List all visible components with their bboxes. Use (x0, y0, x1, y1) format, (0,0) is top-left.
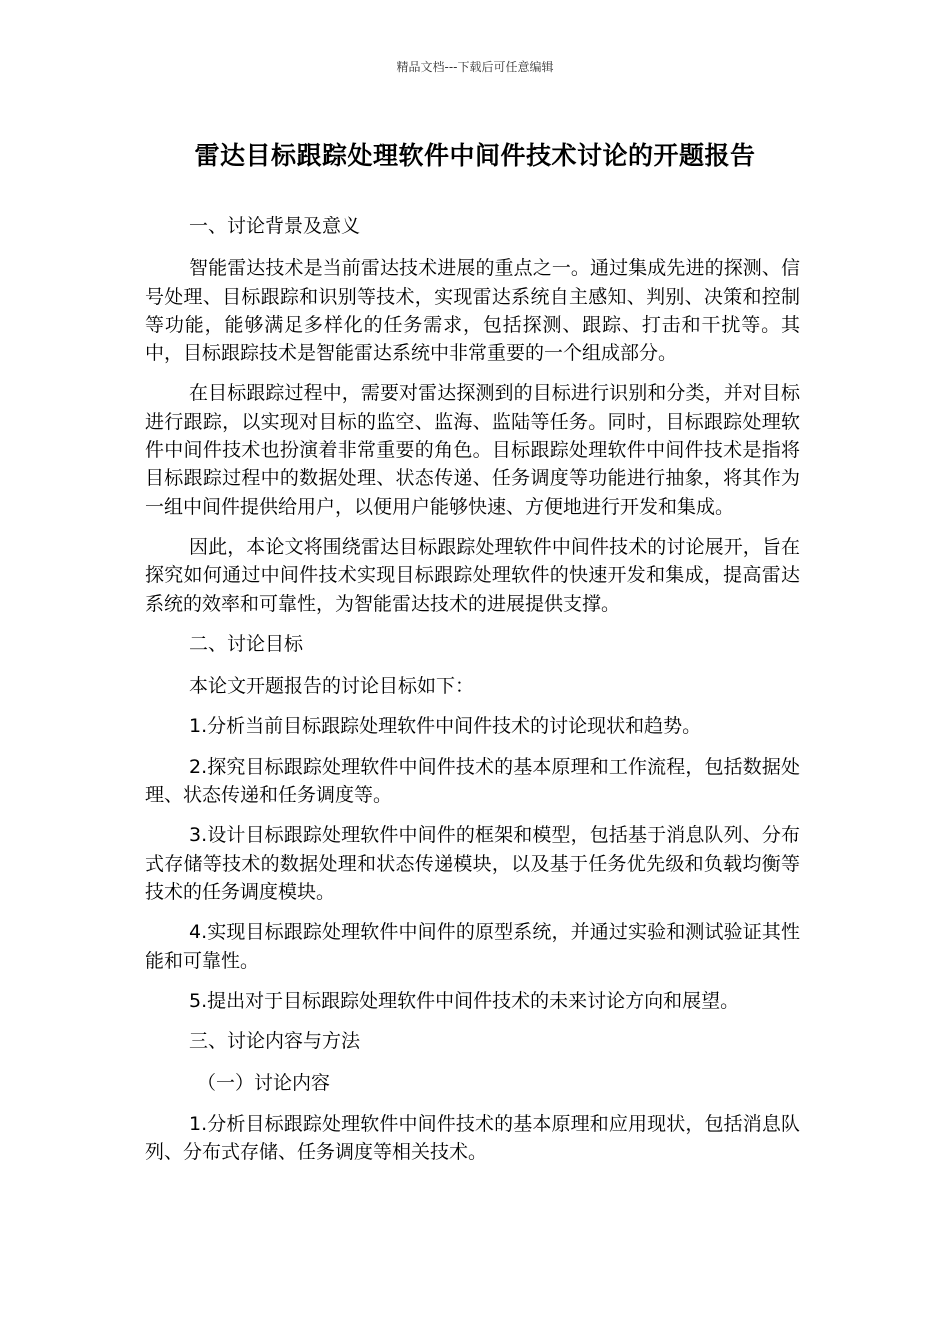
content-item-1: 1.分析目标跟踪处理软件中间件技术的基本原理和应用现状，包括消息队列、分布式存储、任务调度等相关技术。 (145, 1112, 800, 1164)
section2-intro: 本论文开题报告的讨论目标如下： (189, 675, 475, 698)
goal-item-2: 2.探究目标跟踪处理软件中间件技术的基本原理和工作流程，包括数据处理、状态传递和任务调度等。 (145, 755, 800, 807)
section3-subheading: （一）讨论内容 (197, 1072, 331, 1095)
section2-heading: 二、讨论目标 (189, 632, 304, 655)
document-title: 雷达目标跟踪处理软件中间件技术讨论的开题报告 (194, 141, 756, 170)
document-body (145, 212, 800, 1178)
goal-item-4: 4.实现目标跟踪处理软件中间件的原型系统，并通过实验和测试验证其性能和可靠性。 (145, 921, 800, 972)
section1-paragraph-3: 因此，本论文将围绕雷达目标跟踪处理软件中间件技术的讨论展开，旨在探究如何通过中间件技术实现目标跟踪处理软件的快速开发和集成，提高雷达系统的效率和可靠性，为智能雷达技术的进展提供支撑。 (145, 535, 800, 615)
section1-paragraph-2: 在目标跟踪过程中，需要对雷达探测到的目标进行识别和分类，并对目标进行跟踪，以实现对目标的监空、监海、监陆等任务。同时，目标跟踪处理软件中间件技术也扮演着非常重要的角色。目标跟踪处理软件中间件技术是指将目标跟踪过程中的数据处理、状态传递、任务调度等功能进行抽象，将其作为一组中间件提供给用户，以便用户能够快速、方便地进行开发和集成。 (145, 382, 800, 518)
goal-item-3: 3.设计目标跟踪处理软件中间件的框架和模型，包括基于消息队列、分布式存储等技术的数据处理和状态传递模块，以及基于任务优先级和负载均衡等技术的任务调度模块。 (145, 824, 800, 903)
section1-heading: 一、讨论背景及意义 (189, 215, 361, 237)
section1-paragraph-1: 智能雷达技术是当前雷达技术进展的重点之一。通过集成先进的探测、信号处理、目标跟踪和识别等技术，实现雷达系统自主感知、判别、决策和控制等功能，能够满足多样化的任务需求，包括探测、跟踪、打击和干扰等。其中，目标跟踪技术是智能雷达系统中非常重要的一个组成部分。 (145, 257, 800, 365)
goal-item-5: 5.提出对于目标跟踪处理软件中间件技术的未来讨论方向和展望。 (189, 989, 740, 1012)
goal-item-1: 1.分析当前目标跟踪处理软件中间件技术的讨论现状和趋势。 (189, 715, 702, 738)
page-header-note: 精品文档---下载后可任意编辑 (396, 60, 554, 74)
section3-heading: 三、讨论内容与方法 (189, 1030, 361, 1053)
